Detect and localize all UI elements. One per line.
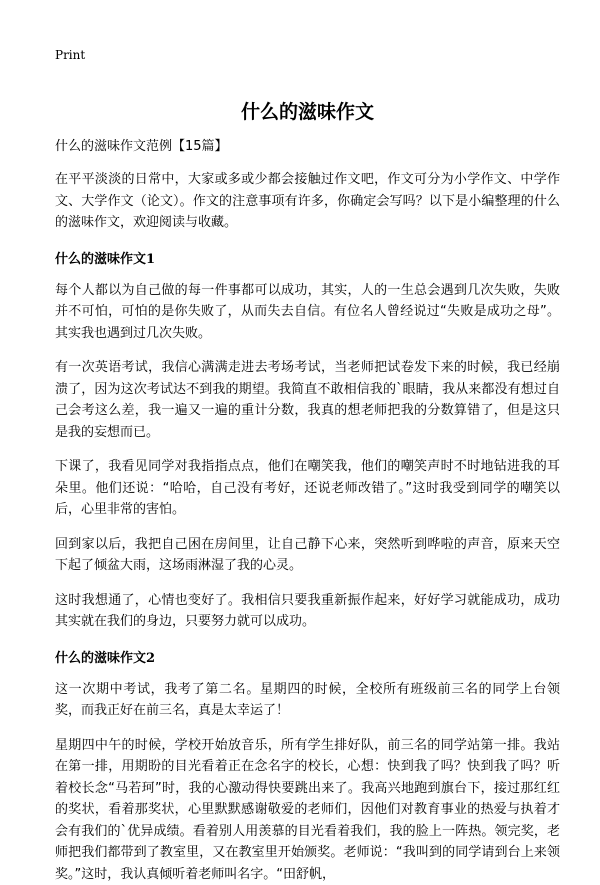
section-2-paragraph: 星期四中午的时候，学校开始放音乐，所有学生排好队，前三名的同学站第一排。我站在第一排，用期盼的目光看着正在念名字的校长，心想：快到我了吗？快到我了吗？听着校长念“马若珂”时，我的心激动得快要跳出来了。我高兴地跑到旗台下，接过那红红的奖状，看着那奖状，心里默默感谢敬爱的老师们，因他们对教育事业的热爱与执着才会有我们的`优异成绩。看着别人用羡慕的目光看着我们，我的脸上一阵热。领完奖，老师把我们都带到了教室里，又在教室里开始颁奖。老师说：“我叫到的同学请到台上来领奖。”这时，我认真倾听着老师叫名字。“田舒帆，	[55, 735, 560, 885]
section-1-paragraph: 下课了，我看见同学对我指指点点，他们在嘲笑我，他们的嘲笑声时不时地钻进我的耳朵里。他们还说：“哈哈，自己没有考好，还说老师改错了。”这时我受到同学的嘲笑以后，心里非常的害怕。	[55, 456, 560, 521]
intro-paragraph: 在平平淡淡的日常中，大家或多或少都会接触过作文吧，作文可分为小学作文、中学作文、大学作文（论文）。作文的注意事项有许多，你确定会写吗？以下是小编整理的什么的滋味作文，欢迎阅读与收藏。	[55, 169, 560, 234]
print-link[interactable]: Print	[55, 47, 85, 63]
document-title: 什么的滋味作文	[55, 99, 560, 125]
section-heading-1: 什么的滋味作文1	[55, 250, 560, 270]
section-heading-2: 什么的滋味作文2	[55, 649, 560, 669]
section-2-paragraph: 这一次期中考试，我考了第二名。星期四的时候，全校所有班级前三名的同学上台领奖，而我正好在前三名，真是太幸运了！	[55, 679, 560, 722]
section-1-paragraph: 这时我想通了，心情也变好了。我相信只要我重新振作起来，好好学习就能成功，成功其实就在我们的身边，只要努力就可以成功。	[55, 590, 560, 633]
section-1-paragraph: 回到家以后，我把自己困在房间里，让自己静下心来，突然听到哗啦的声音，原来天空下起了倾盆大雨，这场雨淋湿了我的心灵。	[55, 534, 560, 577]
document-subtitle: 什么的滋味作文范例【15篇】	[55, 137, 560, 157]
section-1-paragraph: 每个人都以为自己做的每一件事都可以成功，其实，人的一生总会遇到几次失败，失败并不可怕，可怕的是你失败了，从而失去自信。有位名人曾经说过“失败是成功之母”。其实我也遇到过几次失败。	[55, 280, 560, 345]
section-1-paragraph: 有一次英语考试，我信心满满走进去考场考试，当老师把试卷发下来的时候，我已经崩溃了，因为这次考试达不到我的期望。我简直不敢相信我的`眼睛，我从来都没有想过自己会考这么差，我一遍又一遍的重计分数，我真的想老师把我的分数算错了，但是这只是我的妄想而已。	[55, 357, 560, 443]
